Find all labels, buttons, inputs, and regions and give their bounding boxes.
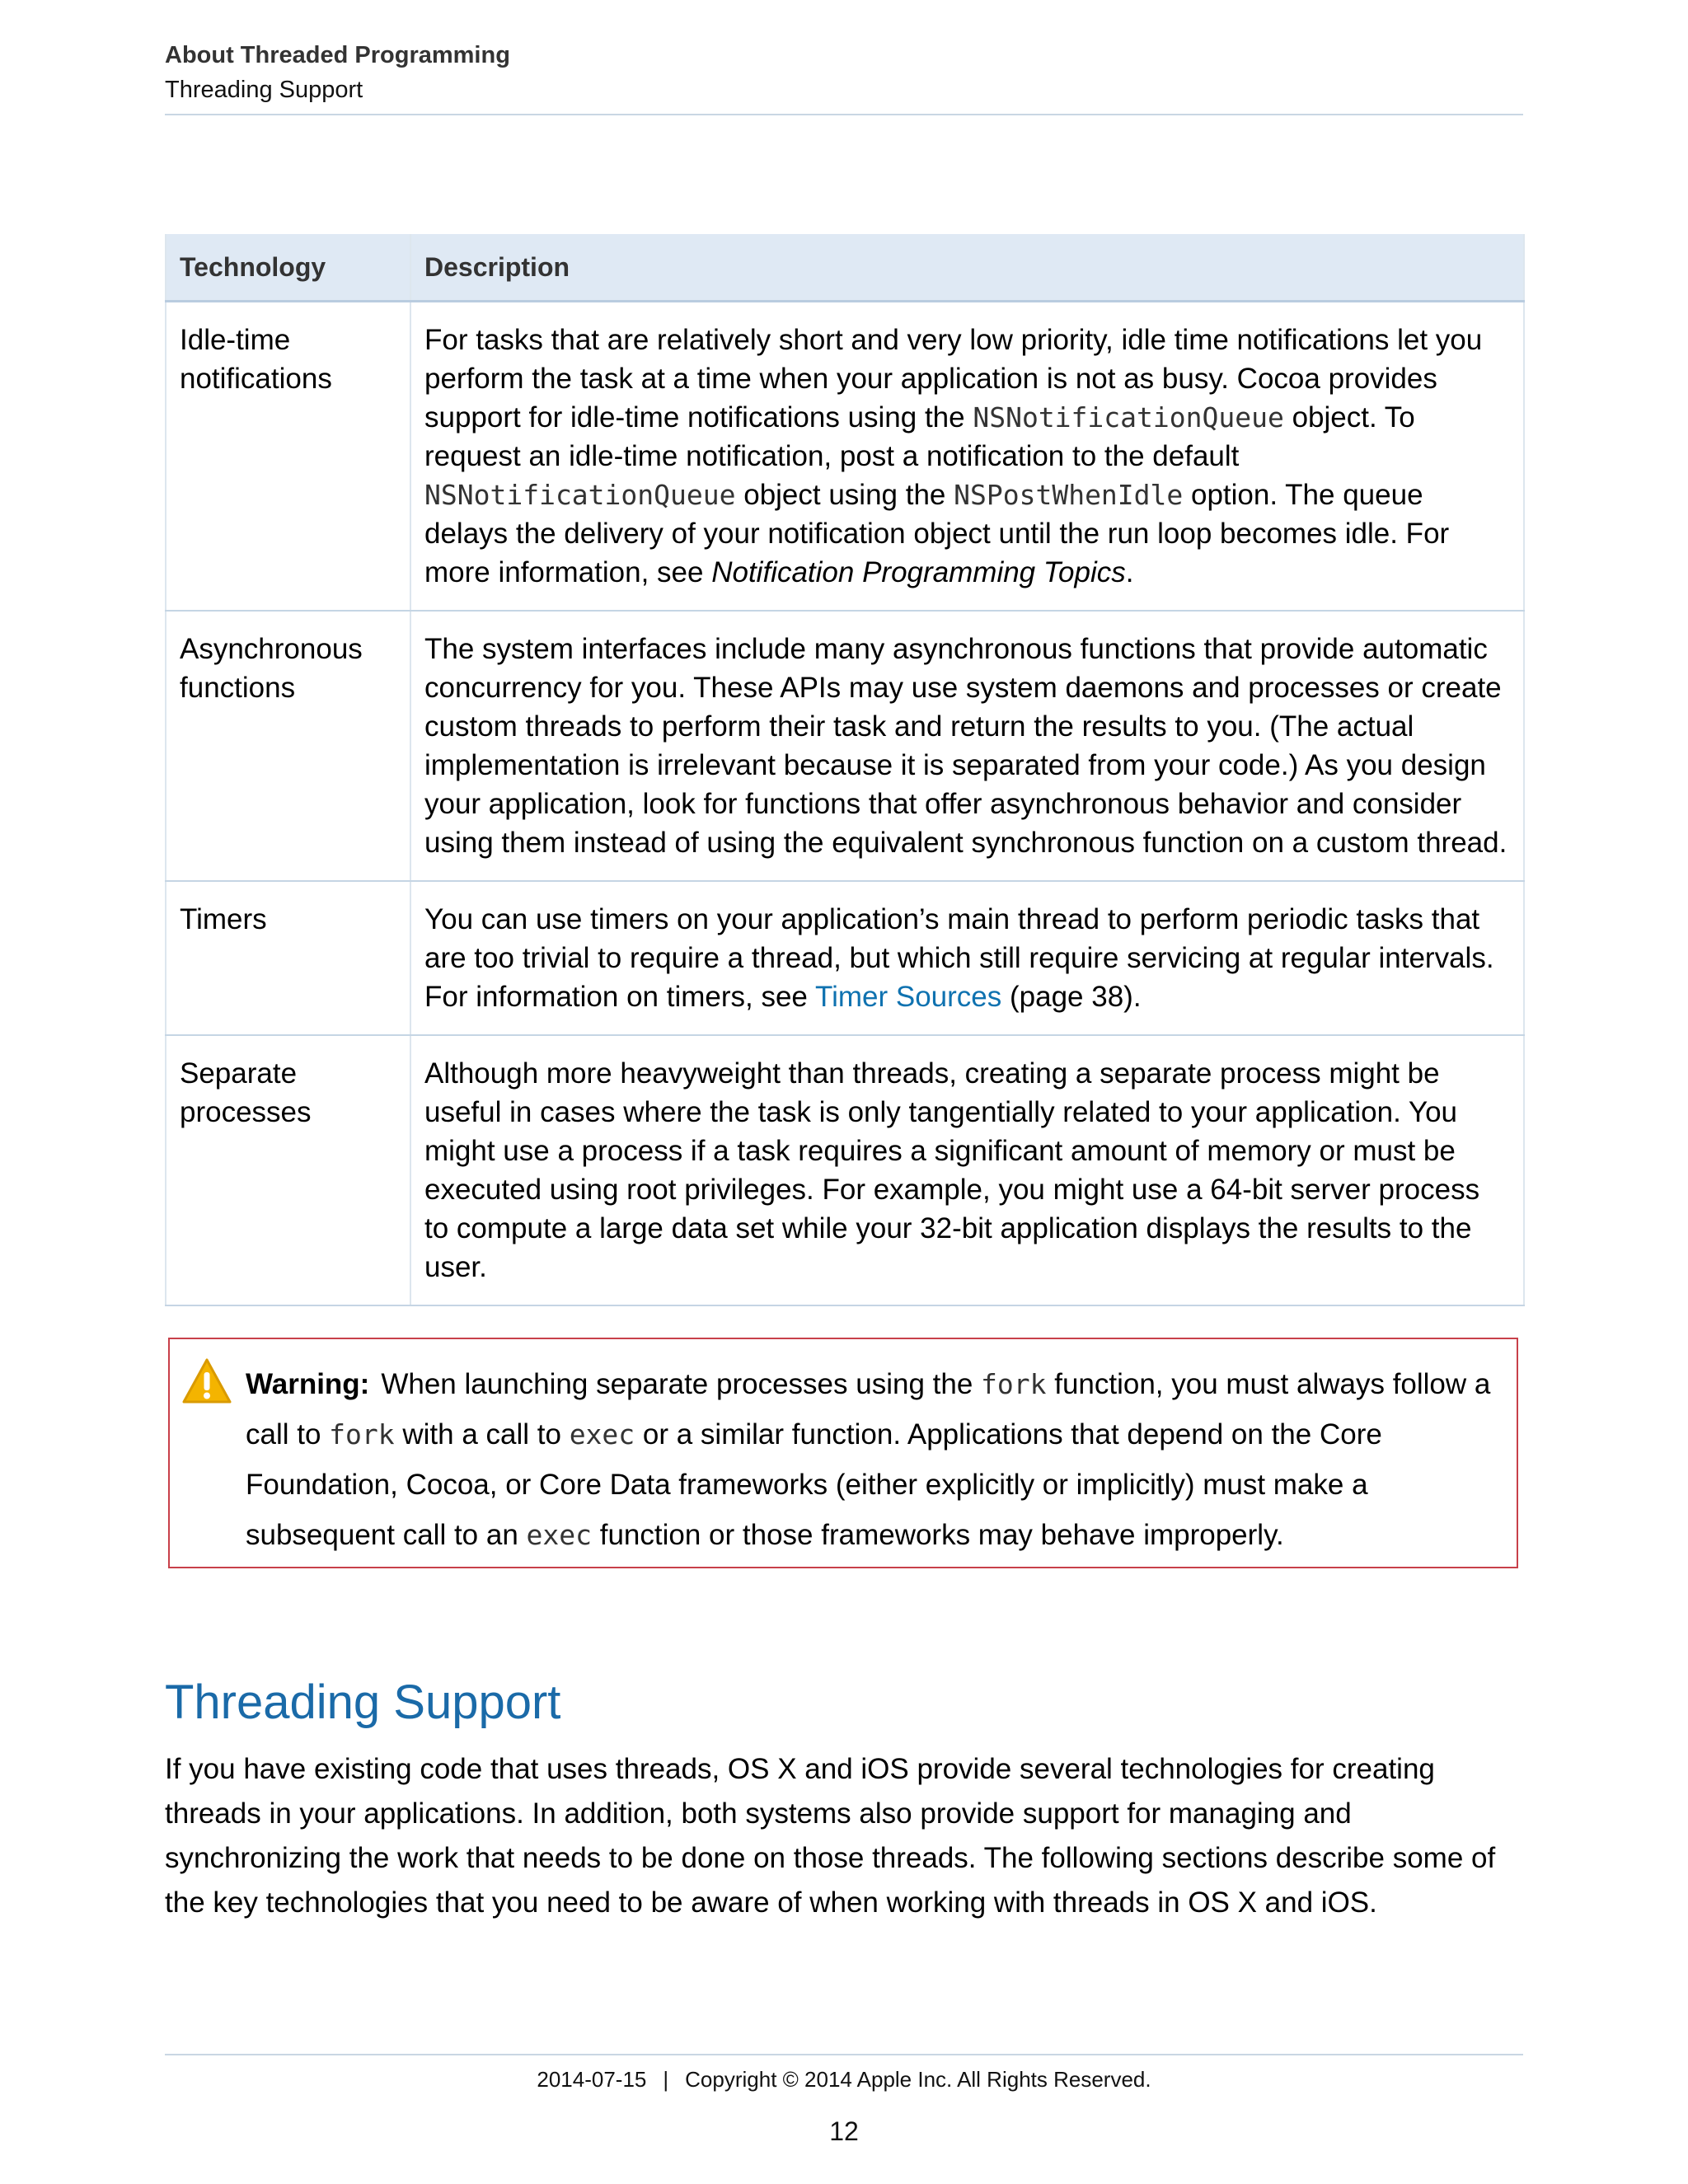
table-row xyxy=(166,1035,1524,1305)
technology-cell: Timers xyxy=(166,881,410,1035)
warning-text-part: function or those frameworks may behave improperly. xyxy=(592,1519,1284,1551)
description-text: object using the xyxy=(735,479,954,511)
column-header-description: Description xyxy=(410,234,1524,302)
code-symbol: fork xyxy=(329,1418,395,1451)
warning-text-part: When launching separate processes using the xyxy=(381,1368,982,1400)
table-row xyxy=(166,302,1524,612)
description-text: . xyxy=(1125,556,1134,588)
description-text: For tasks that are relatively short and very low priority, idle time notifications let you perform the task at a time when your application is not as busy. Cocoa provides support for idle-time notifications using the xyxy=(424,324,1483,434)
description-text: You can use timers on your application’s main thread to perform periodic tasks that are too trivial to require a thread, but which still require servicing at regular intervals. For information on timers, see xyxy=(424,903,1494,1013)
page-number: 12 xyxy=(829,2116,859,2146)
warning-box xyxy=(168,1338,1518,1568)
description-cell xyxy=(410,302,1524,612)
header-section-title: Threading Support xyxy=(165,77,363,103)
section-heading: Threading Support xyxy=(165,1675,561,1729)
code-symbol: fork xyxy=(981,1368,1047,1400)
warning-text-part: or a similar function. Applications that depend on the Core Foundation, Cocoa, or Core Data frameworks (either explicitly or implicitly) must make a subsequent call to an xyxy=(246,1418,1382,1551)
code-symbol: NSNotificationQueue xyxy=(973,401,1284,434)
header-chapter-title: About Threaded Programming xyxy=(165,42,510,68)
warning-label: Warning: xyxy=(246,1368,370,1400)
code-symbol: exec xyxy=(526,1519,592,1551)
description-cell: Although more heavyweight than threads, creating a separate process might be useful in cases where the task is only tangentially related to your application. You might use a process if a task requires a significant amount of memory or must be executed using root privileges. For example, you might use a 64-bit server process to compute a large data set while your 32-bit application displays the results to the user. xyxy=(410,1035,1524,1305)
running-header xyxy=(165,40,1523,105)
document-title-reference: Notification Programming Topics xyxy=(711,556,1126,588)
table-row xyxy=(166,611,1524,881)
description-text: object. To request an idle-time notification, post a notification to the default xyxy=(424,401,1415,472)
footer xyxy=(0,2064,1688,2094)
footer-copyright: Copyright © 2014 Apple Inc. All Rights Reserved. xyxy=(685,2067,1151,2092)
technology-cell: Asynchronous functions xyxy=(166,611,410,881)
table-header-row xyxy=(166,234,1524,302)
code-symbol: NSPostWhenIdle xyxy=(954,479,1184,511)
technology-cell: Idle-time notifications xyxy=(166,302,410,612)
warning-text-part: with a call to xyxy=(394,1418,570,1451)
technologies-table xyxy=(165,234,1525,1306)
column-header-technology: Technology xyxy=(166,234,410,302)
code-symbol: NSNotificationQueue xyxy=(424,479,736,511)
warning-text-part: function, you must always follow a call to xyxy=(246,1368,1491,1451)
table-row xyxy=(166,881,1524,1035)
footer-divider xyxy=(165,2054,1523,2055)
description-text: option. The queue delays the delivery of your notification object until the run loop becomes idle. For more information, see xyxy=(424,479,1450,588)
description-cell xyxy=(410,881,1524,1035)
footer-separator: | xyxy=(663,2067,669,2092)
code-symbol: exec xyxy=(569,1418,635,1451)
timer-sources-link[interactable]: Timer Sources xyxy=(815,981,1002,1013)
warning-text xyxy=(246,1359,1507,1560)
section-body-paragraph: If you have existing code that uses threads, OS X and iOS provide several technologies for creating threads in your applications. In addition, both systems also provide support for managing and synchronizing the work that needs to be done on those threads. The following sections describe some of the key technologies that you need to be aware of when working with threads in OS X and iOS. xyxy=(165,1753,1496,1919)
footer-date: 2014-07-15 xyxy=(537,2067,647,2092)
warning-icon xyxy=(181,1357,232,1405)
header-divider xyxy=(165,114,1523,115)
description-text: (page 38). xyxy=(1001,981,1142,1013)
technology-cell: Separate processes xyxy=(166,1035,410,1305)
description-cell: The system interfaces include many asynchronous functions that provide automatic concurrency for you. These APIs may use system daemons and processes or create custom threads to perform their task and return the results to you. (The actual implementation is irrelevant because it is separated from your code.) As you design your application, look for functions that offer asynchronous behavior and consider using them instead of using the equivalent synchronous function on a custom thread. xyxy=(410,611,1524,881)
